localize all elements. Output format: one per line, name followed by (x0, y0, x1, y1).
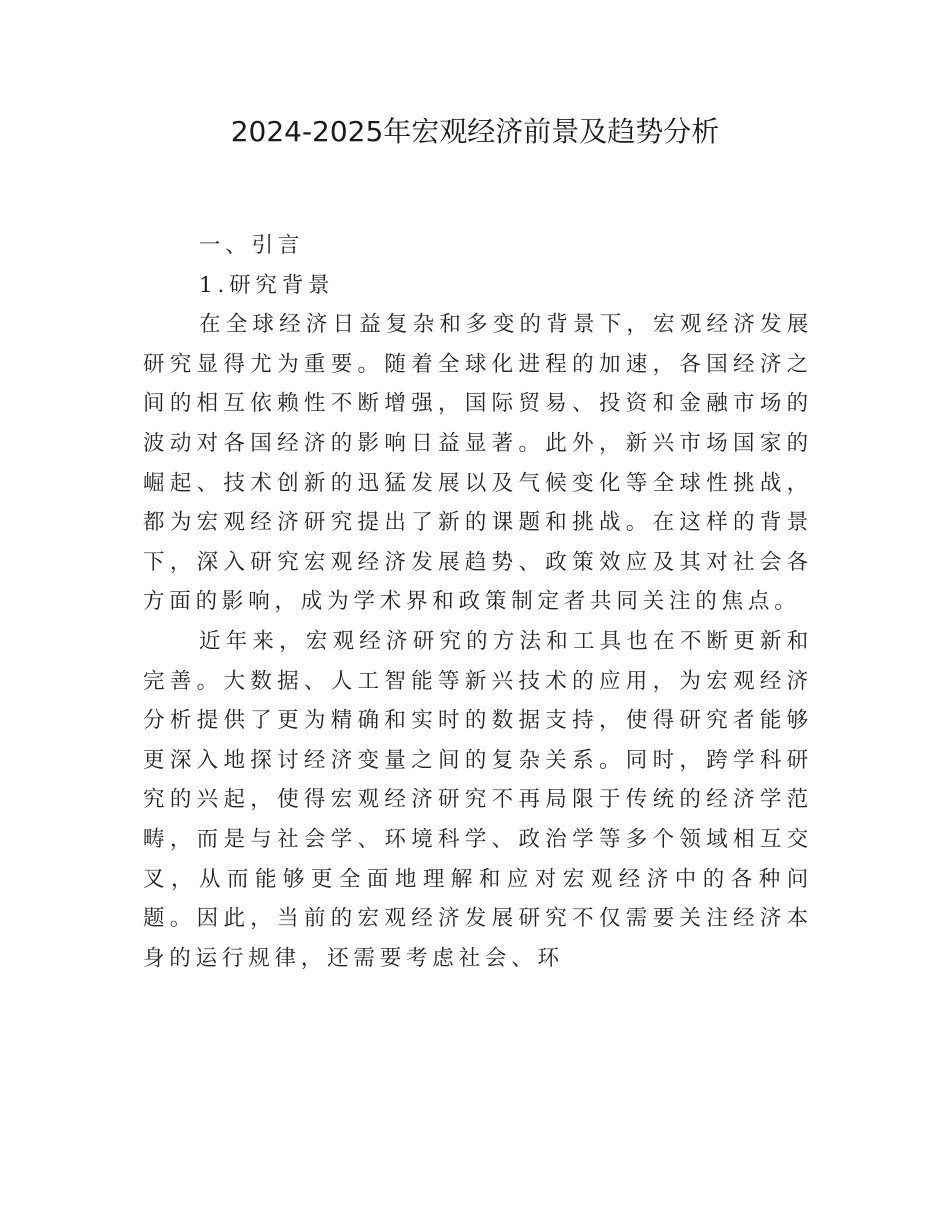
subsection-heading: 1.研究背景 (199, 272, 335, 298)
paragraph-1: 在全球经济日益复杂和多变的背景下，宏观经济发展研究显得尤为重要。随着全球化进程的加速，各国经济之间的相互依赖性不断增强，国际贸易、投资和金融市场的波动对各国经济的影响日益显著。此外，新兴市场国家的崛起、技术创新的迅猛发展以及气候变化等全球性挑战，都为宏观经济研究提出了新的课题和挑战。在这样的背景下，深入研究宏观经济发展趋势、政策效应及其对社会各方面的影响，成为学术界和政策制定者共同关注的焦点。 (143, 312, 813, 615)
document-title: 2024-2025年宏观经济前景及趋势分析 (230, 115, 720, 148)
document-body (143, 226, 813, 978)
section-heading: 一、引言 (199, 233, 305, 258)
paragraph-2: 近年来，宏观经济研究的方法和工具也在不断更新和完善。大数据、人工智能等新兴技术的应用，为宏观经济分析提供了更为精确和实时的数据支持，使得研究者能够更深入地探讨经济变量之间的复杂关系。同时，跨学科研究的兴起，使得宏观经济研究不再局限于传统的经济学范畴，而是与社会学、环境科学、政治学等多个领域相互交叉，从而能够更全面地理解和应对宏观经济中的各种问题。因此，当前的宏观经济发展研究不仅需要关注经济本身的运行规律，还需要考虑社会、环 (143, 628, 813, 971)
